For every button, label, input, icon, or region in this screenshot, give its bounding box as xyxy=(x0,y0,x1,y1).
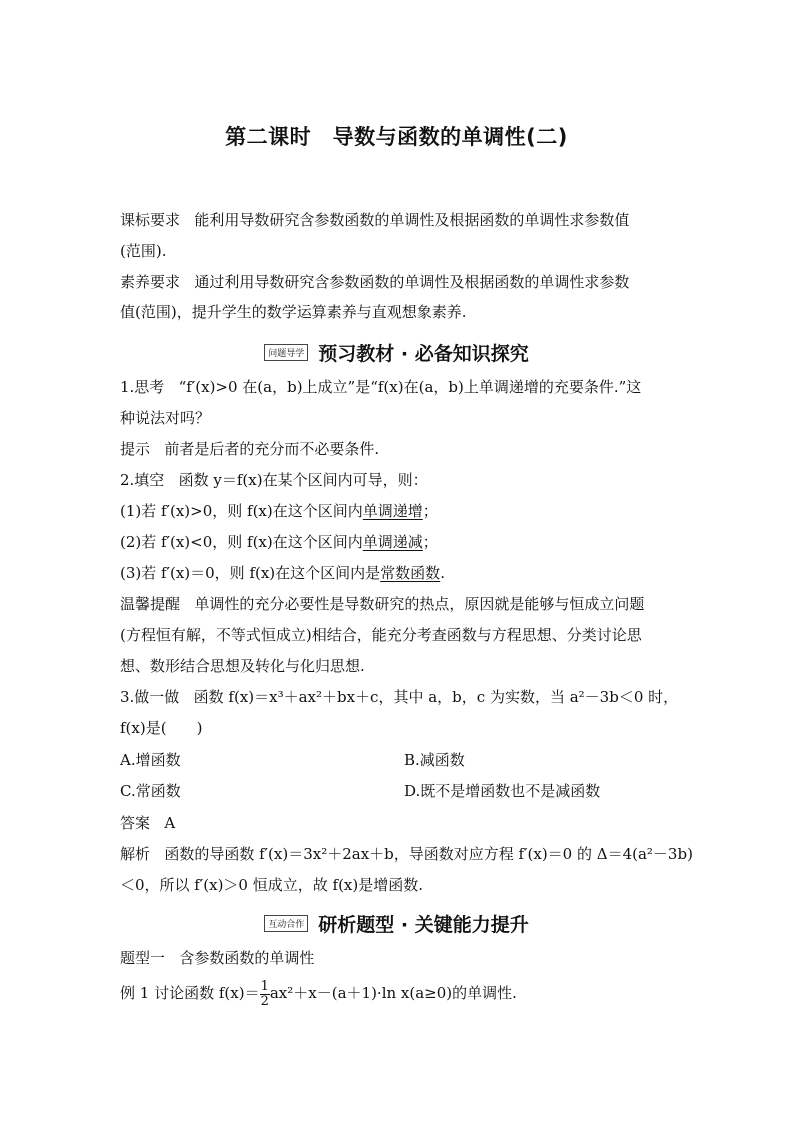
fill-item-2-text: (2)若 f′(x)<0，则 f(x)在这个区间内 xyxy=(120,533,363,551)
option-b: B.减函数 xyxy=(404,751,465,769)
curriculum-requirement xyxy=(120,210,629,230)
analysis-text-1: 函数的导函数 f′(x)＝3x²＋2ax＋b，导函数对应方程 f′(x)＝0 的 Δ＝4(a²－3b) xyxy=(164,845,693,863)
section-heading-preview xyxy=(0,339,793,366)
type-heading xyxy=(120,948,314,968)
fill-item-1-answer: 单调递增 xyxy=(362,502,423,520)
fill-item-2-end: ； xyxy=(422,533,438,551)
section-title: 预习教材 · 必备知识探究 xyxy=(318,343,529,365)
tip-text-3: 想、数形结合思想及转化与化归思想. xyxy=(120,657,365,675)
fraction xyxy=(260,980,270,1009)
literacy-label: 素养要求 xyxy=(120,273,181,291)
tip-label: 温馨提醒 xyxy=(120,595,181,613)
exercise xyxy=(120,687,678,707)
example-text-pre: 讨论函数 f(x)＝ xyxy=(154,984,260,1002)
tip-text-1: 单调性的充分必要性是导数研究的热点，原因就是能够与恒成立问题 xyxy=(194,595,645,613)
answer xyxy=(120,813,175,833)
think-text-1: “f′(x)>0 在(a，b)上成立”是“f(x)在(a，b)上单调递增的充要条件.”这 xyxy=(178,378,642,396)
fill-item-3 xyxy=(120,563,445,583)
analysis-label: 解析 xyxy=(120,845,151,863)
literacy-requirement xyxy=(120,272,629,292)
fill-item-2-answer: 单调递减 xyxy=(362,533,423,551)
fill-item-1-text: (1)若 f′(x)>0，则 f(x)在这个区间内 xyxy=(120,502,363,520)
section-heading-practice xyxy=(0,910,793,937)
example-label: 例 1 xyxy=(120,984,150,1002)
think-question xyxy=(120,377,641,397)
exercise-text-1: 函数 f(x)＝x³＋ax²＋bx＋c，其中 a，b，c 为实数，当 a²－3b＜0 时， xyxy=(193,688,679,706)
fill-label: 2.填空 xyxy=(120,471,165,489)
fill-item-1-end: ； xyxy=(422,502,438,520)
exercise-label: 3.做一做 xyxy=(120,688,180,706)
literacy-text-2: 值(范围)，提升学生的数学运算素养与直观想象素养. xyxy=(120,303,467,321)
think-label: 1.思考 xyxy=(120,378,165,396)
think-text-2: 种说法对吗？ xyxy=(120,409,211,427)
section-tag: 互动合作 xyxy=(264,915,308,932)
option-c: C.常函数 xyxy=(120,782,181,800)
tip xyxy=(120,594,644,614)
analysis xyxy=(120,844,693,864)
fraction-numerator: 1 xyxy=(260,978,269,994)
example-1 xyxy=(120,976,517,1010)
fill-item-3-text: (3)若 f′(x)＝0，则 f(x)在这个区间内是 xyxy=(120,564,381,582)
example-text-post: ax²＋x－(a＋1)·ln x(a≥0)的单调性. xyxy=(269,984,517,1002)
type-label: 题型一 xyxy=(120,949,166,967)
fill-intro-text: 函数 y＝f(x)在某个区间内可导，则： xyxy=(178,471,428,489)
section-tag: 问题导学 xyxy=(264,344,308,361)
literacy-text-1: 通过利用导数研究含参数函数的单调性及根据函数的单调性求参数 xyxy=(194,273,630,291)
analysis-text-2: ＜0，所以 f′(x)＞0 恒成立，故 f(x)是增函数. xyxy=(120,876,423,894)
hint xyxy=(120,439,379,459)
type-title: 含参数函数的单调性 xyxy=(179,949,315,967)
fill-intro xyxy=(120,470,428,490)
section-title: 研析题型 · 关键能力提升 xyxy=(318,914,529,936)
page-title: 第二课时 导数与函数的单调性(二) xyxy=(225,125,568,149)
option-a: A.增函数 xyxy=(120,751,181,769)
fraction-denominator: 2 xyxy=(260,993,269,1009)
curriculum-text-2: (范围). xyxy=(120,242,167,260)
curriculum-label: 课标要求 xyxy=(120,211,181,229)
answer-value: A xyxy=(164,814,176,832)
exercise-text-2: f(x)是( ) xyxy=(120,719,203,737)
fill-item-2 xyxy=(120,532,438,552)
tip-text-2: (方程恒有解，不等式恒成立)相结合，能充分考查函数与方程思想、分类讨论思 xyxy=(120,626,642,644)
answer-label: 答案 xyxy=(120,814,151,832)
hint-label: 提示 xyxy=(120,440,151,458)
curriculum-text-1: 能利用导数研究含参数函数的单调性及根据函数的单调性求参数值 xyxy=(194,211,630,229)
fill-item-3-end: . xyxy=(440,564,445,582)
fill-item-3-answer: 常数函数 xyxy=(380,564,441,582)
fill-item-1 xyxy=(120,501,438,521)
option-d: D.既不是增函数也不是减函数 xyxy=(404,782,601,800)
hint-text: 前者是后者的充分而不必要条件. xyxy=(164,440,380,458)
